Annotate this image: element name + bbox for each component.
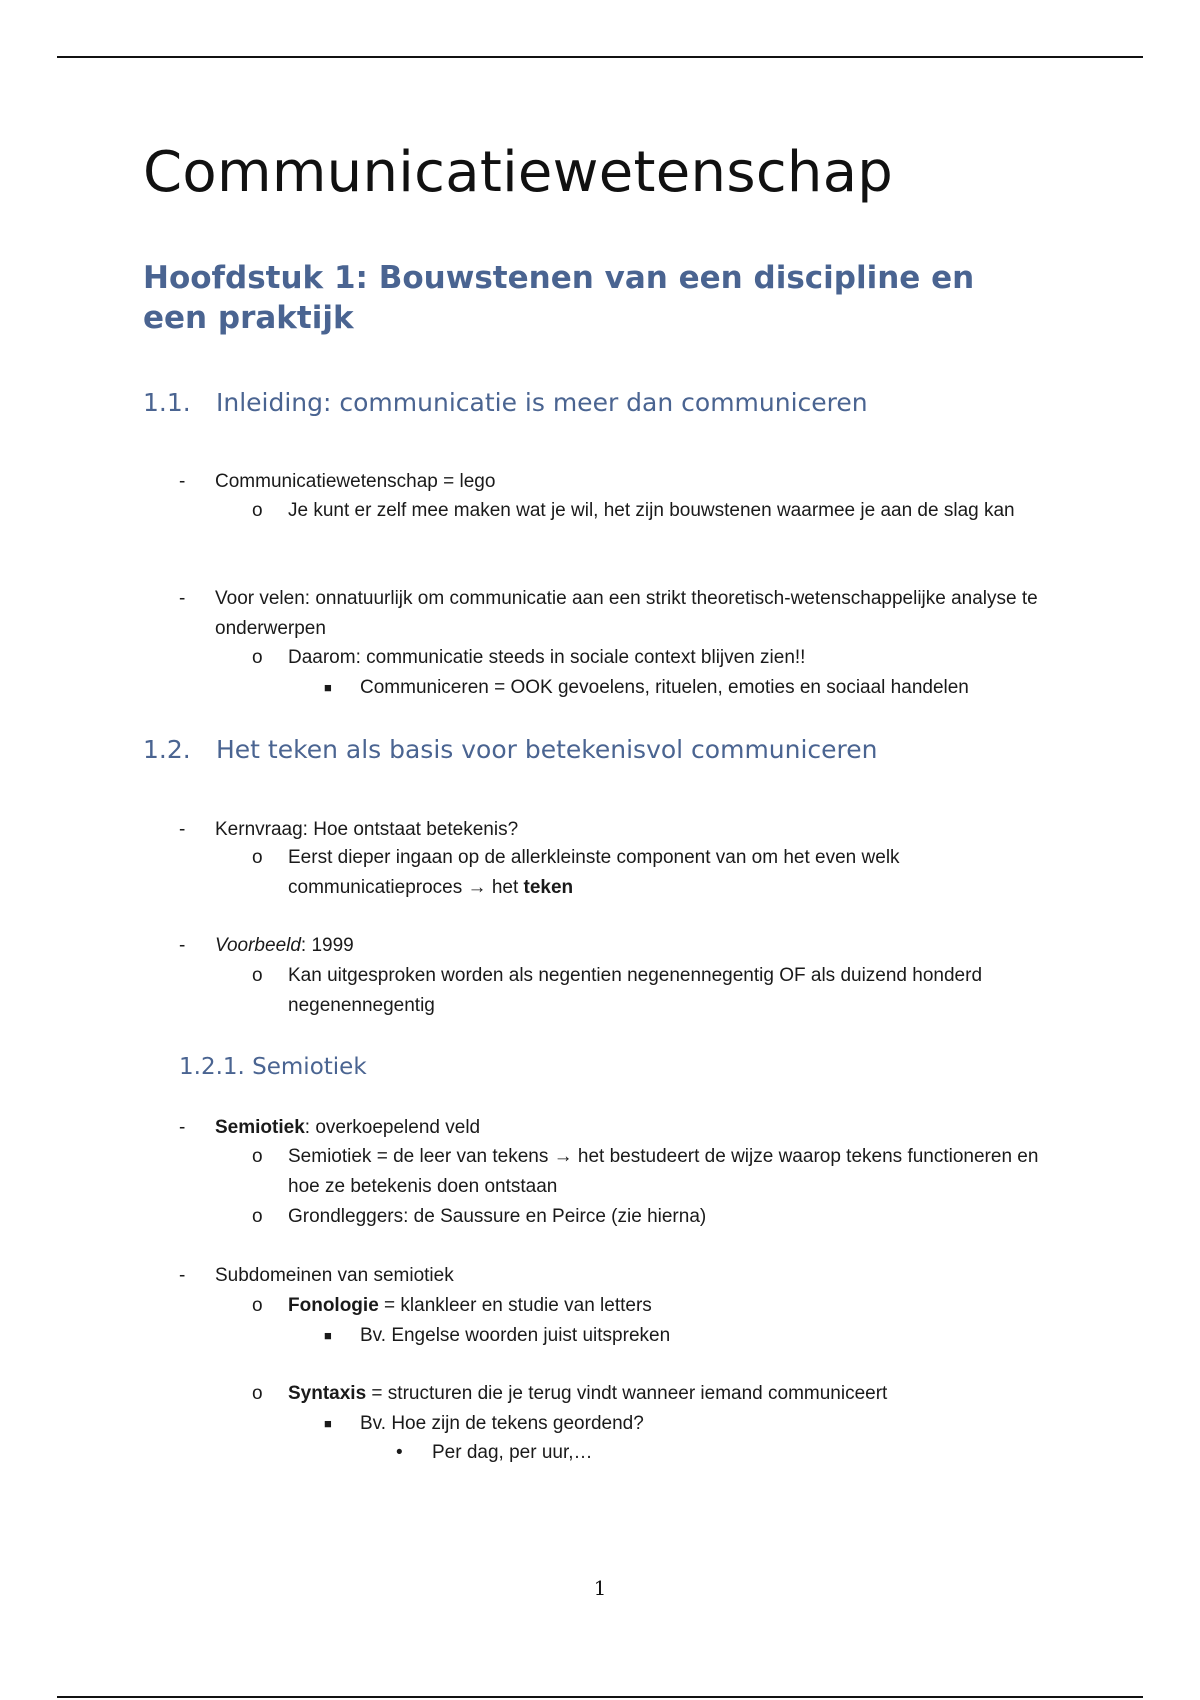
square-marker: ■ — [324, 1416, 332, 1431]
circle-marker: o — [252, 1383, 263, 1404]
list-item-text: : overkoepelend veld — [304, 1117, 481, 1138]
list-item — [252, 496, 1048, 526]
list-item — [324, 1321, 1050, 1351]
circle-marker: o — [252, 965, 263, 986]
list-item-text: het — [491, 877, 519, 898]
list-item — [252, 961, 1048, 1021]
header-rule — [57, 56, 1143, 58]
italic-term: Voorbeeld — [215, 935, 301, 956]
footer-rule — [57, 1696, 1143, 1698]
list-item-text: Subdomeinen van semiotiek — [215, 1265, 454, 1286]
list-item-text: : 1999 — [300, 935, 354, 956]
page-number: 1 — [593, 1576, 607, 1600]
arrow-right-icon: → — [553, 1146, 573, 1167]
section-heading-1-1 — [143, 387, 868, 419]
arrow-right-icon: → — [467, 877, 487, 898]
section-heading-1-2 — [143, 734, 878, 766]
list-item-text: Bv. Engelse woorden juist uitspreken — [360, 1325, 671, 1346]
list-item-text: het bestudeert de wijze waarop tekens functioneren en hoe ze betekenis doen ontstaan — [288, 1146, 1039, 1197]
list-item — [252, 1291, 1048, 1321]
bullet-marker: • — [396, 1442, 403, 1463]
list-item-text: Communiceren = OOK gevoelens, rituelen, emoties en sociaal handelen — [360, 677, 969, 698]
list-item-text: = klankleer en studie van letters — [378, 1295, 652, 1316]
list-item — [396, 1438, 1052, 1468]
dash-marker: - — [179, 935, 186, 956]
circle-marker: o — [252, 847, 263, 868]
square-marker: ■ — [324, 1328, 332, 1343]
list-item — [252, 643, 1048, 673]
chapter-heading: Hoofdstuk 1: Bouwstenen van een discipline en een praktijk — [143, 260, 975, 336]
bold-term: Fonologie — [288, 1295, 379, 1316]
list-item — [324, 1409, 1050, 1439]
list-item — [179, 1113, 1045, 1143]
list-item-text: Communicatiewetenschap = lego — [215, 471, 496, 492]
circle-marker: o — [252, 647, 263, 668]
subsection-number: 1.2.1. — [179, 1054, 245, 1080]
list-item-text: Grondleggers: de Saussure en Peirce (zie hierna) — [288, 1206, 707, 1227]
list-item — [252, 1379, 1048, 1409]
square-marker: ■ — [324, 680, 332, 695]
subsection-heading-1-2-1 — [179, 1052, 367, 1082]
list-item — [252, 1142, 1048, 1202]
list-item-text: Daarom: communicatie steeds in sociale context blijven zien!! — [288, 647, 806, 668]
list-item — [179, 931, 1045, 961]
subsection-label: Semiotiek — [252, 1054, 367, 1080]
dash-marker: - — [179, 471, 186, 492]
bold-term: Syntaxis — [288, 1383, 367, 1404]
bold-term: Semiotiek — [215, 1117, 305, 1138]
document-title: Communicatiewetenschap — [143, 140, 894, 205]
list-item — [179, 1261, 1045, 1291]
circle-marker: o — [252, 1146, 263, 1167]
list-item — [179, 584, 1045, 644]
dash-marker: - — [179, 819, 186, 840]
circle-marker: o — [252, 1206, 263, 1227]
list-item — [252, 1202, 1048, 1232]
circle-marker: o — [252, 500, 263, 521]
list-item-text: Per dag, per uur,… — [432, 1442, 593, 1463]
list-item-text: Je kunt er zelf mee maken wat je wil, het zijn bouwstenen waarmee je aan de slag kan — [288, 500, 1015, 521]
list-item — [179, 467, 1045, 497]
list-item — [324, 673, 1050, 703]
list-item-text: Kan uitgesproken worden als negentien negenennegentig OF als duizend honderd negenennegentig — [288, 965, 983, 1016]
list-item-text: Kernvraag: Hoe ontstaat betekenis? — [215, 819, 519, 840]
section-number: 1.1. — [143, 388, 191, 417]
dash-marker: - — [179, 1117, 186, 1138]
circle-marker: o — [252, 1295, 263, 1316]
list-item — [252, 843, 1048, 903]
section-label: Het teken als basis voor betekenisvol communiceren — [216, 735, 878, 764]
dash-marker: - — [179, 1265, 186, 1286]
list-item-text: Semiotiek = de leer van tekens — [288, 1146, 549, 1167]
list-item — [179, 815, 1045, 845]
list-item-text: Voor velen: onnatuurlijk om communicatie aan een strikt theoretisch-wetenschappelijke analyse te onderwerpen — [215, 588, 1038, 639]
bold-term: teken — [523, 877, 574, 898]
list-item-text: = structuren die je terug vindt wanneer iemand communiceert — [366, 1383, 888, 1404]
section-label: Inleiding: communicatie is meer dan communiceren — [216, 388, 868, 417]
dash-marker: - — [179, 588, 186, 609]
list-item-text: Bv. Hoe zijn de tekens geordend? — [360, 1413, 644, 1434]
section-number: 1.2. — [143, 735, 191, 764]
list-item-text: Eerst dieper ingaan op de allerkleinste component van om het even welk communicatieproces — [288, 847, 900, 898]
